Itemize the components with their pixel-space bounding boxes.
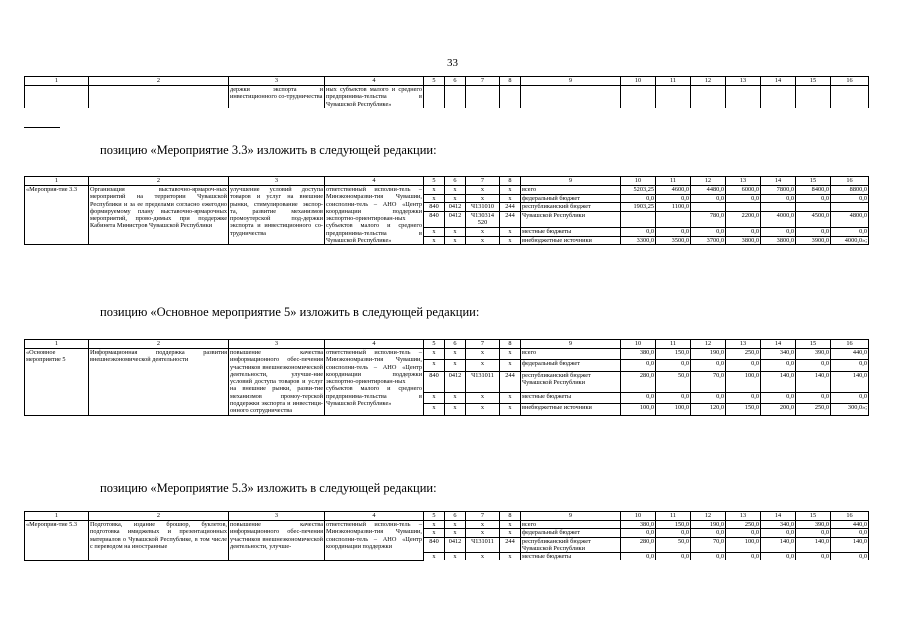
code-cell: x	[445, 186, 466, 195]
amount-cell: 0,0	[761, 360, 796, 371]
amount-cell: 7800,0	[761, 186, 796, 195]
amount-cell: 0,0	[796, 529, 831, 537]
amount-cell: 140,0	[761, 371, 796, 392]
column-header: 10	[621, 177, 656, 186]
code-cell: Ч131010	[466, 203, 500, 212]
amount-cell: 0,0	[726, 194, 761, 203]
column-header: 4	[325, 77, 424, 86]
funding-source: всего	[521, 349, 621, 360]
code-cell: x	[424, 186, 445, 195]
amount-cell: 0,0	[761, 228, 796, 237]
column-header: 12	[691, 77, 726, 86]
amount-cell: 0,0	[761, 392, 796, 403]
funding-source: республиканский бюджет	[521, 203, 621, 212]
amount-cell: 70,0	[691, 537, 726, 553]
code-cell: x	[466, 194, 500, 203]
code-cell: 840	[424, 203, 445, 212]
column-header: 12	[691, 512, 726, 521]
amount-cell: 0,0	[656, 553, 691, 561]
column-header: 13	[726, 512, 761, 521]
code-cell: x	[424, 228, 445, 237]
code-cell: x	[445, 228, 466, 237]
code-cell: 0412	[445, 211, 466, 227]
code-cell: 0412	[445, 537, 466, 553]
column-header-row	[25, 512, 869, 521]
amount-cell: 200,0	[761, 404, 796, 415]
amount-cell: 0,0	[691, 392, 726, 403]
cell-col2: Подготовка, издание брошюр, буклетов, подготовка имиджевых и презентационных материалов о Чувашской Республике, в том числе с переводом на иностранные	[89, 521, 229, 561]
amount-cell: 1100,0	[656, 203, 691, 212]
code-cell: x	[466, 392, 500, 403]
amount-cell: 0,0	[621, 392, 656, 403]
amount-cell: 0,0	[726, 529, 761, 537]
column-header: 4	[325, 340, 424, 349]
code-cell: x	[466, 236, 500, 245]
code-cell: x	[424, 404, 445, 415]
amount-cell: 70,0	[691, 371, 726, 392]
column-header: 14	[761, 177, 796, 186]
funding-source: федеральный бюджет	[521, 529, 621, 537]
amount-cell: 6000,0	[726, 186, 761, 195]
column-header: 8	[500, 512, 521, 521]
funding-source: федеральный бюджет	[521, 194, 621, 203]
amount-cell: 0,0	[621, 360, 656, 371]
amount-cell: 0,0	[621, 228, 656, 237]
code-cell: x	[445, 553, 466, 561]
code-cell: 0412	[445, 371, 466, 392]
amount-cell: 340,0	[761, 349, 796, 360]
column-header: 11	[656, 340, 691, 349]
amount-cell	[621, 211, 656, 227]
amount-cell	[761, 203, 796, 212]
column-header: 2	[89, 177, 229, 186]
main-activity-5-table	[24, 339, 869, 416]
amount-cell: 3900,0	[796, 236, 831, 245]
cell-col3: повышение качества информационного обес-печения участников внешнеэкономической деятельности, улучше-ние условий доступа товаров и услуг на внешние рынки, разви-тие механизмов промоу-терской поддержки экспорта и инвестици-онного сотрудничества	[230, 349, 323, 415]
amount-cell: 280,0	[621, 371, 656, 392]
amount-cell: 0,0	[831, 529, 869, 537]
amount-cell: 100,0	[656, 404, 691, 415]
separator-line	[24, 127, 60, 128]
amount-cell: 4000,0»;	[831, 236, 869, 245]
amount-cell	[726, 203, 761, 212]
amount-cell: 0,0	[726, 553, 761, 561]
code-cell: x	[445, 521, 466, 529]
code-cell: x	[445, 194, 466, 203]
amount-cell: 140,0	[761, 537, 796, 553]
amount-cell: 0,0	[831, 553, 869, 561]
code-cell: x	[466, 553, 500, 561]
column-header: 7	[466, 177, 500, 186]
code-cell: x	[445, 404, 466, 415]
cell-col1: «Мероприя-тие 5.3	[25, 521, 89, 561]
amount-cell: 780,0	[691, 211, 726, 227]
column-header: 9	[521, 77, 621, 86]
amount-cell: 100,0	[726, 537, 761, 553]
column-header: 2	[89, 77, 229, 86]
amount-cell: 50,0	[656, 537, 691, 553]
column-header: 9	[521, 177, 621, 186]
amount-cell: 0,0	[656, 529, 691, 537]
cell-col3: держки экспорта и инвестиционного со-трудничества	[229, 86, 325, 108]
code-cell: x	[445, 349, 466, 360]
column-header: 14	[761, 77, 796, 86]
code-cell: x	[424, 236, 445, 245]
amount-cell: 2200,0	[726, 211, 761, 227]
column-header: 1	[25, 77, 89, 86]
amount-cell: 0,0	[656, 228, 691, 237]
code-cell: x	[500, 404, 521, 415]
column-header: 9	[521, 512, 621, 521]
column-header-row	[25, 177, 869, 186]
column-header: 3	[229, 77, 325, 86]
amount-cell: 0,0	[796, 228, 831, 237]
activity-5-3-table	[24, 511, 869, 561]
amount-cell: 0,0	[691, 194, 726, 203]
amount-cell: 100,0	[726, 371, 761, 392]
code-cell: x	[500, 228, 521, 237]
amount-cell: 0,0	[621, 529, 656, 537]
code-cell: x	[466, 186, 500, 195]
page-number: 33	[447, 57, 458, 69]
amount-cell: 0,0	[621, 194, 656, 203]
column-header-row	[25, 340, 869, 349]
amount-cell: 0,0	[691, 529, 726, 537]
amount-cell: 0,0	[726, 228, 761, 237]
cell-col4: ответственный исполни-тель – Минэкономразви-тия Чувашии, соисполни-тель – АНО «Центр координации поддержки экспортно-ориентирован-ных субъектов малого и среднего предпринима-тельства в Чувашской Республике»	[325, 349, 424, 416]
cell-col1	[25, 86, 89, 108]
amount-cell: 0,0	[831, 392, 869, 403]
code-cell: x	[466, 349, 500, 360]
column-header: 10	[621, 340, 656, 349]
instruction-text: позицию «Мероприятие 3.3» изложить в следующей редакции:	[100, 143, 437, 157]
code-cell: x	[424, 360, 445, 371]
column-header: 16	[831, 77, 869, 86]
code-cell: x	[466, 529, 500, 537]
funding-source: всего	[521, 521, 621, 529]
amount-cell: 0,0	[831, 228, 869, 237]
amount-cell: 0,0	[656, 194, 691, 203]
amount-cell: 50,0	[656, 371, 691, 392]
column-header: 9	[521, 340, 621, 349]
amount-cell: 380,0	[621, 521, 656, 529]
amount-cell: 100,0	[621, 404, 656, 415]
amount-cell: 5203,25	[621, 186, 656, 195]
amount-cell: 0,0	[796, 553, 831, 561]
continuation-table	[24, 76, 869, 108]
code-cell: x	[500, 236, 521, 245]
column-header: 13	[726, 177, 761, 186]
table-row	[25, 521, 869, 529]
code-cell: 244	[500, 371, 521, 392]
code-cell: x	[424, 349, 445, 360]
amount-cell	[691, 203, 726, 212]
amount-cell: 0,0	[656, 360, 691, 371]
funding-source: внебюджетные источники	[521, 404, 621, 415]
code-cell: x	[424, 392, 445, 403]
amount-cell: 4800,0	[831, 211, 869, 227]
code-cell: x	[466, 360, 500, 371]
code-cell: x	[466, 521, 500, 529]
column-header: 7	[466, 512, 500, 521]
code-cell: x	[424, 521, 445, 529]
code-cell: Ч131011	[466, 371, 500, 392]
funding-source: республиканский бюджет Чувашской Республики	[521, 371, 621, 392]
amount-cell: 280,0	[621, 537, 656, 553]
column-header: 6	[445, 177, 466, 186]
amount-cell: 3300,0	[621, 236, 656, 245]
cell-col2: Информационная поддержка развития внешнеэкономической деятельности	[89, 349, 229, 416]
funding-source: местные бюджеты	[521, 553, 621, 561]
column-header: 1	[25, 340, 89, 349]
column-header: 11	[656, 177, 691, 186]
amount-cell	[796, 203, 831, 212]
column-header: 1	[25, 512, 89, 521]
code-cell: 840	[424, 211, 445, 227]
code-cell: x	[500, 360, 521, 371]
amount-cell: 0,0	[831, 194, 869, 203]
amount-cell: 0,0	[726, 392, 761, 403]
cell-col3: повышение качества информационного обес-печения участников внешнеэкономической деятельности, улучше-	[229, 521, 325, 561]
amount-cell: 340,0	[761, 521, 796, 529]
amount-cell: 0,0	[761, 529, 796, 537]
instruction-text: позицию «Мероприятие 5.3» изложить в следующей редакции:	[100, 481, 437, 495]
column-header: 15	[796, 177, 831, 186]
column-header: 12	[691, 177, 726, 186]
column-header: 3	[229, 177, 325, 186]
column-header: 4	[325, 177, 424, 186]
funding-source: федеральный бюджет	[521, 360, 621, 371]
code-cell: x	[500, 186, 521, 195]
instruction-text: позицию «Основное мероприятие 5» изложить в следующей редакции:	[100, 305, 480, 319]
column-header: 10	[621, 77, 656, 86]
amount-cell: 8800,0	[831, 186, 869, 195]
table-row	[25, 86, 869, 108]
code-cell: 0412	[445, 203, 466, 212]
code-cell: x	[445, 236, 466, 245]
code-cell: x	[500, 349, 521, 360]
code-cell: x	[500, 194, 521, 203]
column-header: 5	[424, 77, 445, 86]
amount-cell: 440,0	[831, 349, 869, 360]
table-row	[25, 186, 869, 195]
column-header: 1	[25, 177, 89, 186]
amount-cell: 0,0	[691, 360, 726, 371]
amount-cell: 4000,0	[761, 211, 796, 227]
column-header: 8	[500, 340, 521, 349]
amount-cell: 3700,0	[691, 236, 726, 245]
cell-col1: «Мероприя-тие 3.3	[25, 186, 89, 245]
code-cell: 840	[424, 371, 445, 392]
code-cell: 244	[500, 211, 521, 227]
amount-cell: 380,0	[621, 349, 656, 360]
column-header: 4	[325, 512, 424, 521]
amount-cell: 140,0	[796, 537, 831, 553]
amount-cell: 0,0	[621, 553, 656, 561]
amount-cell: 140,0	[796, 371, 831, 392]
cell-col2: Организация выставочно-ярмароч-ных мероприятий на территории Чувашской Республики и за ее пределами согласно ежегодно формируемому плану выставочно-ярмарочных мероприятий, прово-димых при поддержке Кабинета Министров Чувашской Республики	[89, 186, 229, 245]
amount-cell	[656, 211, 691, 227]
amount-cell: 150,0	[656, 349, 691, 360]
funding-source: республиканский бюджет Чувашской Республики	[521, 537, 621, 553]
amount-cell: 440,0	[831, 521, 869, 529]
funding-source: Чувашской Республики	[521, 211, 621, 227]
cell-col4: ных субъектов малого и среднего предпринима-тельства в Чувашской Республике»	[326, 86, 422, 108]
funding-source: местные бюджеты	[521, 228, 621, 237]
amount-cell: 250,0	[726, 521, 761, 529]
column-header: 16	[831, 340, 869, 349]
column-header: 11	[656, 512, 691, 521]
amount-cell: 300,0»;	[831, 404, 869, 415]
amount-cell: 140,0	[831, 537, 869, 553]
column-header: 8	[500, 177, 521, 186]
column-header: 3	[229, 512, 325, 521]
amount-cell: 0,0	[796, 360, 831, 371]
code-cell: x	[466, 228, 500, 237]
amount-cell: 390,0	[796, 349, 831, 360]
column-header: 6	[445, 77, 466, 86]
amount-cell: 120,0	[691, 404, 726, 415]
column-header: 5	[424, 512, 445, 521]
column-header: 14	[761, 340, 796, 349]
amount-cell: 4500,0	[796, 211, 831, 227]
code-cell: x	[445, 392, 466, 403]
code-cell: x	[424, 553, 445, 561]
column-header: 6	[445, 340, 466, 349]
amount-cell: 390,0	[796, 521, 831, 529]
amount-cell	[831, 203, 869, 212]
amount-cell: 0,0	[656, 392, 691, 403]
column-header: 5	[424, 177, 445, 186]
cell-col3: улучшение условий доступа товаров и услуг на внешние рынки, стимулирование экспор-та, развитие механизмов промоутерской под-держки экспорта и инвестиционного со-трудничества	[229, 186, 325, 245]
funding-source: всего	[521, 186, 621, 195]
cell-col1: «Основное мероприятие 5	[25, 349, 89, 416]
amount-cell: 3800,0	[761, 236, 796, 245]
amount-cell: 4600,0	[656, 186, 691, 195]
amount-cell: 0,0	[761, 194, 796, 203]
column-header: 15	[796, 340, 831, 349]
amount-cell: 8400,0	[796, 186, 831, 195]
column-header: 6	[445, 512, 466, 521]
amount-cell: 4480,0	[691, 186, 726, 195]
code-cell: x	[445, 360, 466, 371]
column-header: 14	[761, 512, 796, 521]
funding-source: внебюджетные источники	[521, 236, 621, 245]
amount-cell: 3500,0	[656, 236, 691, 245]
amount-cell: 150,0	[726, 404, 761, 415]
column-header: 2	[89, 512, 229, 521]
amount-cell: 0,0	[691, 553, 726, 561]
amount-cell: 0,0	[796, 194, 831, 203]
column-header: 12	[691, 340, 726, 349]
code-cell: x	[424, 529, 445, 537]
column-header: 11	[656, 77, 691, 86]
amount-cell: 190,0	[691, 349, 726, 360]
amount-cell: 0,0	[726, 360, 761, 371]
code-cell: x	[500, 529, 521, 537]
column-header: 7	[466, 340, 500, 349]
column-header: 15	[796, 77, 831, 86]
column-header-row	[25, 77, 869, 86]
code-cell: Ч130314 520	[466, 211, 500, 227]
code-cell: Ч131011	[466, 537, 500, 553]
code-cell: x	[500, 553, 521, 561]
column-header: 7	[466, 77, 500, 86]
amount-cell: 250,0	[726, 349, 761, 360]
amount-cell: 0,0	[761, 553, 796, 561]
column-header: 3	[229, 340, 325, 349]
column-header: 15	[796, 512, 831, 521]
amount-cell: 140,0	[831, 371, 869, 392]
code-cell: x	[500, 392, 521, 403]
code-cell: 840	[424, 537, 445, 553]
column-header: 16	[831, 177, 869, 186]
amount-cell: 190,0	[691, 521, 726, 529]
activity-3-3-table	[24, 176, 869, 245]
column-header: 13	[726, 77, 761, 86]
amount-cell: 0,0	[831, 360, 869, 371]
amount-cell: 250,0	[796, 404, 831, 415]
amount-cell: 3800,0	[726, 236, 761, 245]
amount-cell: 150,0	[656, 521, 691, 529]
funding-source: местные бюджеты	[521, 392, 621, 403]
amount-cell: 0,0	[796, 392, 831, 403]
code-cell: 244	[500, 537, 521, 553]
column-header: 13	[726, 340, 761, 349]
column-header: 2	[89, 340, 229, 349]
column-header: 8	[500, 77, 521, 86]
cell-col2	[89, 86, 229, 108]
column-header: 16	[831, 512, 869, 521]
code-cell: x	[445, 529, 466, 537]
column-header: 5	[424, 340, 445, 349]
code-cell: 244	[500, 203, 521, 212]
table-row	[25, 349, 869, 360]
cell-col4: ответственный исполни-тель – Минэкономразви-тия Чувашии, соисполни-тель – АНО «Центр координации поддержки экспортно-ориентирован-ных субъектов малого и среднего предпринима-тельства в Чувашской Республике»	[326, 186, 422, 245]
code-cell: x	[500, 521, 521, 529]
amount-cell: 1903,25	[621, 203, 656, 212]
code-cell: x	[466, 404, 500, 415]
amount-cell: 0,0	[691, 228, 726, 237]
column-header: 10	[621, 512, 656, 521]
cell-col4: ответственный исполни-тель – Минэкономразви-тия Чувашии, соисполни-тель – АНО «Центр координации поддержки	[325, 521, 424, 561]
code-cell: x	[424, 194, 445, 203]
